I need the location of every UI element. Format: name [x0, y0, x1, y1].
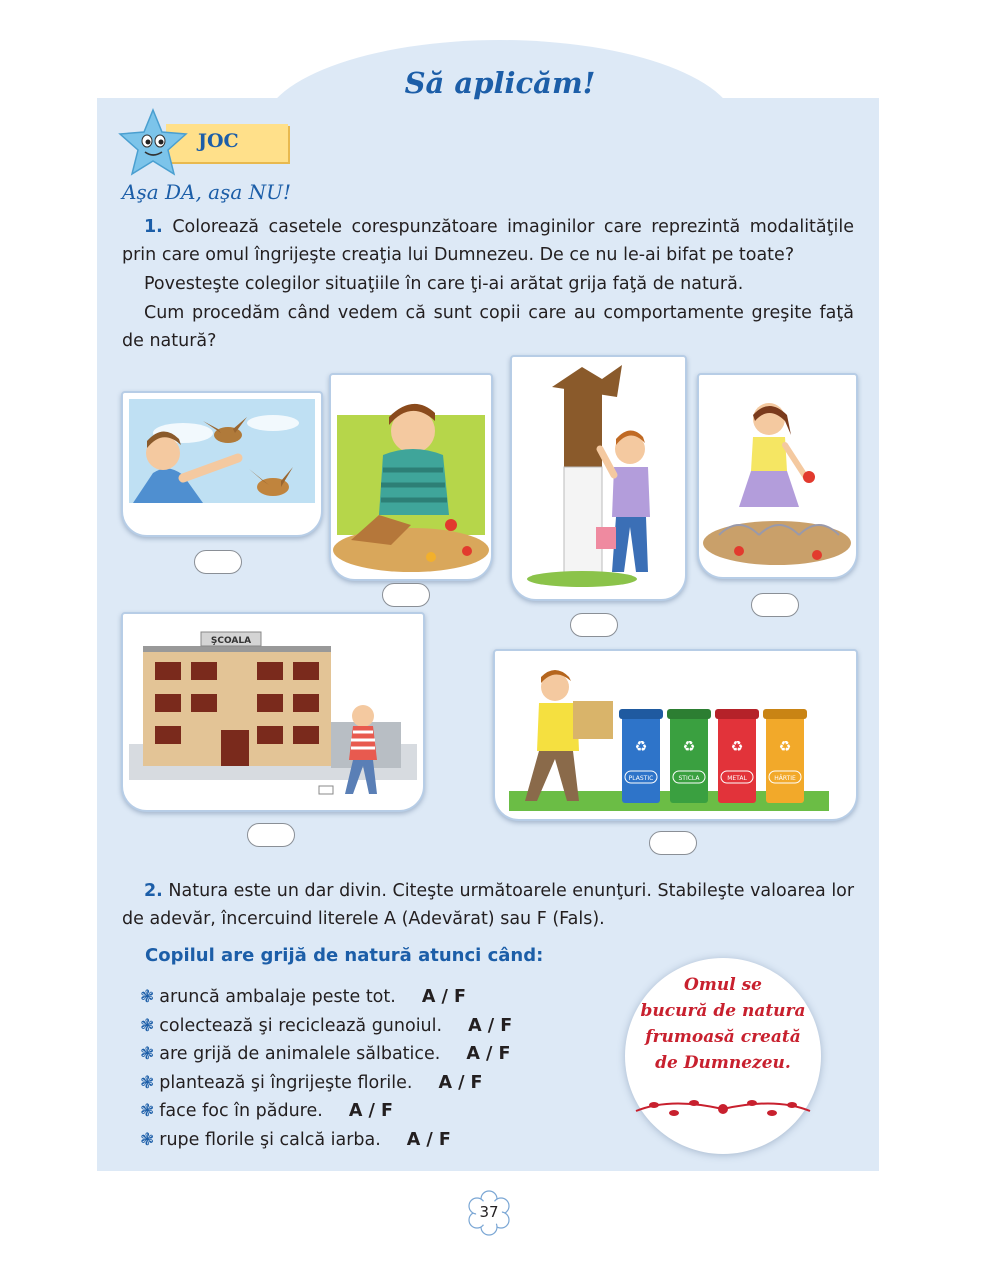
answer-box-5[interactable]	[247, 823, 295, 847]
list-item	[140, 1040, 512, 1069]
svg-text:♻: ♻	[778, 739, 792, 755]
flower-bullet-icon: ❃	[140, 1129, 155, 1150]
flower-bullet-icon: ❃	[140, 1015, 155, 1036]
bin-label-hartie: HÂRTIE	[774, 775, 796, 782]
image-card-girl-flowers	[697, 373, 858, 579]
boy-planting-flowers-illustration	[331, 375, 491, 579]
quote-line: frumoasă creată	[645, 1027, 801, 1047]
statement-text: colectează şi reciclează gunoiul.	[159, 1015, 443, 1036]
answer-box-4[interactable]	[751, 593, 799, 617]
statement-text: face foc în pădure.	[159, 1101, 323, 1121]
exercise1-p3: Cum procedăm când vedem că sunt copii care au comportamente greşite faţă de natură?	[122, 303, 854, 351]
page-title: Să aplicăm!	[404, 66, 596, 100]
bin-label-metal: METAL	[727, 775, 747, 782]
image-card-birds	[121, 391, 323, 537]
af-choice[interactable]: A / F	[348, 1101, 393, 1121]
page-number-badge	[466, 1190, 512, 1236]
star-mascot-icon	[118, 108, 188, 178]
boy-littering-school-illustration	[123, 614, 423, 810]
quote-line: bucură de natura	[640, 1001, 806, 1021]
exercise1-paragraph-2	[122, 270, 854, 298]
list-item	[140, 1126, 512, 1155]
flower-bullet-icon: ❃	[140, 1044, 155, 1064]
statement-list	[140, 983, 512, 1154]
joc-badge-text: JOC	[198, 130, 239, 152]
exercise1-number: 1.	[144, 217, 163, 237]
bin-label-sticla: STICLA	[678, 775, 700, 782]
svg-text:♻: ♻	[634, 739, 648, 755]
exercise2-paragraph	[122, 877, 857, 933]
af-choice[interactable]: A / F	[466, 1044, 511, 1064]
girl-with-flowers-illustration	[699, 375, 856, 577]
answer-box-3[interactable]	[570, 613, 618, 637]
quote-text	[633, 972, 813, 1076]
answer-box-1[interactable]	[194, 550, 242, 574]
image-card-recycling	[493, 649, 858, 821]
statement-text: plantează şi îngrijeşte florile.	[159, 1072, 413, 1093]
list-item	[140, 983, 512, 1012]
heading-tab	[262, 40, 738, 160]
image-card-school	[121, 612, 425, 812]
joc-badge	[118, 108, 288, 178]
flower-bullet-icon: ❃	[140, 1072, 155, 1093]
quote-line: de Dumnezeu.	[655, 1053, 791, 1073]
exercise1-text: Colorează casetele corespunzătoare imaginilor care reprezintă modalităţile prin care omul îngrijeşte creaţia lui Dumnezeu. De ce nu le-ai bifat pe toate?	[122, 217, 854, 265]
answer-box-6[interactable]	[649, 831, 697, 855]
af-choice[interactable]: A / F	[406, 1129, 451, 1150]
af-choice[interactable]: A / F	[438, 1072, 483, 1093]
quote-line: Omul se	[684, 975, 762, 995]
section-subtitle: Aşa DA, aşa NU!	[122, 180, 292, 204]
exercise2-number: 2.	[144, 881, 163, 901]
list-item	[140, 1097, 512, 1126]
image-card-tree	[510, 355, 687, 601]
exercise2-text: Natura este un dar divin. Citeşte următoarele enunţuri. Stabileşte valoarea lor de adevăr, încercuind literele A (Adevărat) sau F (Fals).	[122, 881, 855, 929]
boy-recycling-illustration	[495, 651, 856, 819]
af-choice[interactable]: A / F	[421, 987, 466, 1007]
exercise1-paragraph	[122, 213, 854, 269]
svg-text:♻: ♻	[730, 739, 744, 755]
page-number: 37	[479, 1203, 499, 1221]
answer-box-2[interactable]	[382, 583, 430, 607]
af-choice[interactable]: A / F	[468, 1015, 513, 1036]
list-item	[140, 1069, 512, 1098]
bin-label-plastic: PLASTIC	[628, 775, 654, 782]
flower-bullet-icon: ❃	[140, 987, 155, 1007]
school-sign: ŞCOALA	[210, 636, 252, 646]
statement-text: are grijă de animalele sălbatice.	[159, 1044, 441, 1064]
statement-text: rupe florile şi calcă iarba.	[159, 1129, 381, 1150]
boy-whitewashing-tree-illustration	[512, 357, 685, 599]
boy-feeding-birds-illustration	[123, 393, 321, 535]
exercise1-p2: Povesteşte colegilor situaţiile în care ţi-ai arătat grija faţă de natură.	[144, 274, 744, 294]
flower-bullet-icon: ❃	[140, 1101, 155, 1121]
image-card-planting	[329, 373, 493, 581]
exercise1-paragraph-3	[122, 299, 854, 355]
floral-ornament-icon	[630, 1093, 816, 1123]
exercise2-heading: Copilul are grijă de natură atunci când:	[145, 945, 544, 966]
statement-text: aruncă ambalaje peste tot.	[159, 987, 396, 1007]
list-item	[140, 1012, 512, 1041]
svg-text:♻: ♻	[682, 739, 696, 755]
